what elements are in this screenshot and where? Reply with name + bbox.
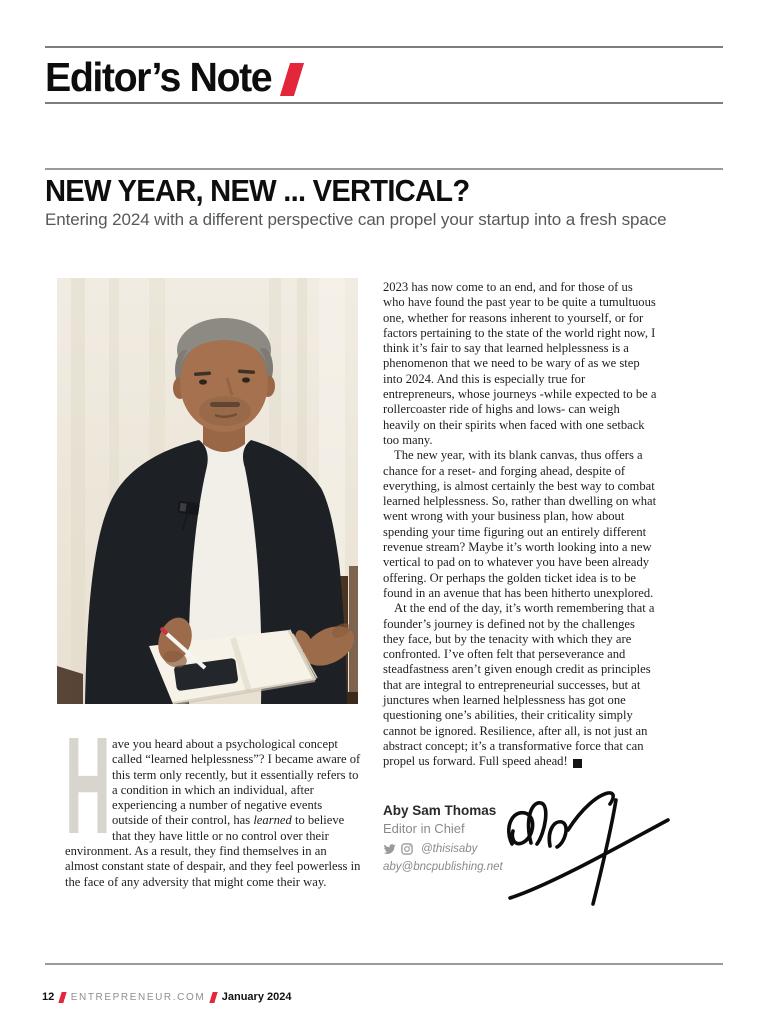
article-subhead: Entering 2024 with a different perspective can propel your startup into a fresh space bbox=[45, 210, 667, 229]
author-name: Aby Sam Thomas bbox=[383, 803, 497, 818]
article-lead-paragraph: H ave you heard about a psychological concept called “learned helplessness”? I became aware of this term only recently, but it essentially refers to a condition in which an individual, after experiencing a number of negative events outside of their control, has learned to believe that they have little or no control over their environment. As a result, they find themselves in an almost constant state of despair, and they feel powerless in the face of any adversity that might come their way. bbox=[65, 709, 361, 889]
top-rule bbox=[45, 46, 723, 48]
editor-portrait-photo bbox=[57, 278, 358, 704]
red-slash-icon bbox=[59, 992, 67, 1003]
end-of-article-icon: E bbox=[573, 759, 582, 768]
page-number: 12 bbox=[42, 991, 55, 1003]
red-slash-icon bbox=[280, 63, 304, 96]
red-slash-icon bbox=[210, 992, 218, 1003]
portrait-illustration bbox=[57, 278, 358, 704]
article-right-column bbox=[383, 280, 657, 770]
footer-site: ENTREPRENEUR.COM bbox=[70, 991, 206, 1003]
article-headline: NEW YEAR, NEW ... VERTICAL? bbox=[45, 173, 470, 208]
article-paragraph: 2023 has now come to an end, and for those of us who have found the past year to be quite a tumultuous one, whether for reasons inherent to yourself, or for factors pertaining to the state of the world right now, I think it’s fair to say that learned helplessness is a phenomenon that we need to be wary of as we step into 2024. And this is especially true for entrepreneurs, whose journeys -while expected to be a rollercoaster ride of highs and lows- can weigh heavily on their spirits when faced with one setback too many. bbox=[383, 280, 657, 447]
author-title: Editor in Chief bbox=[383, 821, 465, 836]
signature bbox=[498, 786, 676, 910]
italic-word: learned bbox=[253, 813, 292, 828]
page-footer bbox=[42, 991, 291, 1003]
footer-issue: January 2024 bbox=[221, 991, 292, 1003]
social-handle: @thisisaby bbox=[421, 843, 478, 855]
article-paragraph: At the end of the day, it’s worth remembering that a founder’s journey is defined not by the challenges they face, but by the tenacity with which they are confronted. I’ve often felt that perseverance and steadfastness aren’t given enough credit as principles that are integral to entrepreneurial successes, but at junctures when learned helplessness has got one questioning one’s abilities, their criticality simply cannot be ignored. Resilience, after all, is not just an abstract concept; it’s a transformative force that can propel us forward. Full speed ahead! E bbox=[383, 601, 655, 769]
article-left-column bbox=[65, 709, 361, 890]
instagram-icon bbox=[401, 843, 413, 855]
author-email: aby@bncpublishing.net bbox=[383, 861, 503, 873]
section-divider-rule bbox=[45, 102, 723, 104]
drop-cap: H bbox=[65, 709, 111, 863]
headline-rule bbox=[45, 168, 723, 170]
footer-rule bbox=[45, 963, 723, 965]
section-title-text: Editor’s Note bbox=[45, 54, 272, 100]
section-title bbox=[45, 54, 299, 101]
twitter-icon bbox=[383, 844, 396, 855]
article-paragraph: The new year, with its blank canvas, thus offers a chance for a reset- and forging ahead, despite of everything, is almost certainly the best way to combat learned helplessness. So, rather than dwelling on what went wrong with your business plan, how about spending your time figuring out an entirely different revenue stream? Maybe it’s worth looking into a new vertical to pad on to whatever you have been already offering. Or perhaps the golden ticket idea is to be found in an avenue that has been hitherto unexplored. bbox=[383, 448, 657, 600]
